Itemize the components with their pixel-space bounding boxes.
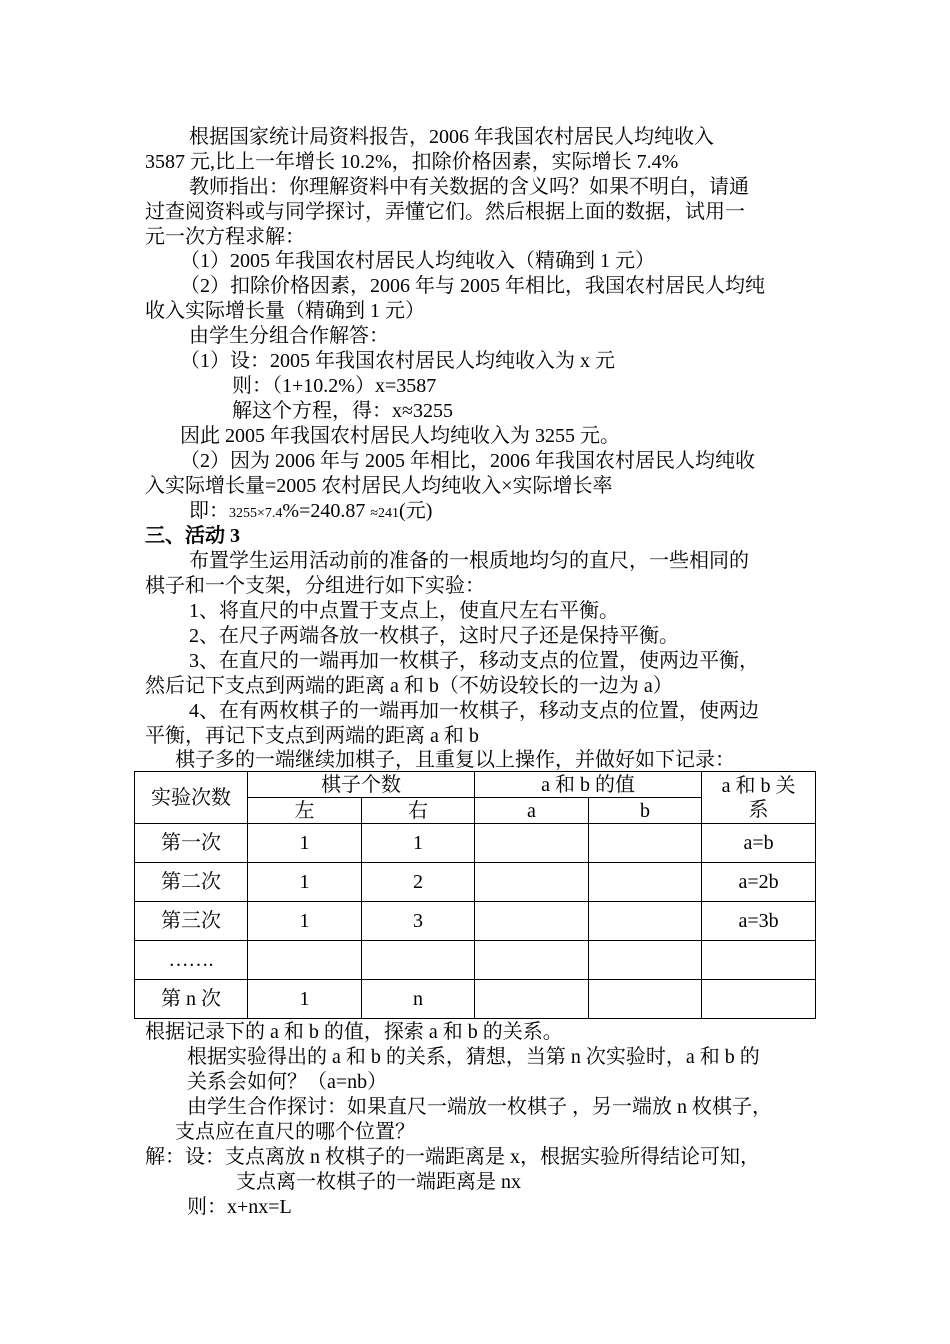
text-line: （2）扣除价格因素，2006 年与 2005 年相比，我国农村居民人均纯 (180, 275, 765, 297)
cell-relation: a=3b (702, 902, 816, 941)
text-line: 支点应在直尺的哪个位置？ (175, 1121, 415, 1143)
text-line: 4、在有两枚棋子的一端再加一枚棋子，移动支点的位置，使两边 (189, 700, 759, 722)
cell-right: 2 (362, 863, 475, 902)
cell-right (362, 941, 475, 980)
text-line: 布置学生运用活动前的准备的一根质地均匀的直尺，一些相同的 (189, 550, 749, 572)
cell-b (589, 941, 702, 980)
cell-relation: a=2b (702, 863, 816, 902)
text-line: 关系会如何？（a=nb） (187, 1071, 388, 1093)
text-line: 然后记下支点到两端的距离 a 和 b（不妨设较长的一边为 a） (145, 675, 673, 697)
formula-result: %=240.87 (282, 500, 366, 522)
cell-right: 3 (362, 902, 475, 941)
cell-trial: 第一次 (135, 824, 248, 863)
table-row (135, 980, 816, 1019)
text-line: （1）2005 年我国农村居民人均纯收入（精确到 1 元） (180, 250, 655, 272)
text-line: 由学生分组合作解答： (189, 325, 389, 347)
text-line: （1）设：2005 年我国农村居民人均纯收入为 x 元 (180, 350, 615, 372)
header-trial: 实验次数 (135, 772, 248, 824)
text-line: 根据实验得出的 a 和 b 的关系，猜想，当第 n 次实验时，a 和 b 的 (187, 1046, 760, 1068)
header-pieces: 棋子个数 (248, 772, 475, 798)
formula-line (189, 499, 432, 526)
cell-b (589, 902, 702, 941)
text-line: 根据国家统计局资料报告，2006 年我国农村居民人均纯收入 (189, 126, 714, 148)
text-line: 教师指出：你理解资料中有关数据的含义吗？如果不明白，请通 (189, 176, 749, 198)
formula-expression: 3255×7.4 (229, 506, 283, 521)
text-line: 由学生合作探讨：如果直尺一端放一枚棋子 ，另一端放 n 枚棋子， (187, 1096, 772, 1118)
header-b: b (589, 798, 702, 824)
formula-unit: (元) (399, 500, 433, 522)
text-line: （2）因为 2006 年与 2005 年相比，2006 年我国农村居民人均纯收 (180, 450, 755, 472)
text-line: 根据记录下的 a 和 b 的值，探索 a 和 b 的关系。 (145, 1021, 563, 1043)
text-line: 2、在尺子两端各放一枚棋子，这时尺子还是保持平衡。 (189, 625, 679, 647)
section-heading: 三、活动 3 (145, 525, 240, 547)
cell-left: 1 (248, 863, 362, 902)
formula-approx: ≈241 (370, 506, 400, 521)
cell-relation: a=b (702, 824, 816, 863)
header-relation: a 和 b 关系 (702, 772, 816, 824)
text-line: 平衡，再记下支点到两端的距离 a 和 b (145, 725, 479, 747)
cell-right: n (362, 980, 475, 1019)
cell-relation (702, 941, 816, 980)
cell-trial: ……. (135, 941, 248, 980)
table-row (135, 902, 816, 941)
header-ab-values: a 和 b 的值 (475, 772, 702, 798)
cell-trial: 第 n 次 (135, 980, 248, 1019)
text-line: 解这个方程，得：x≈3255 (232, 400, 453, 422)
table-row (135, 941, 816, 980)
cell-left (248, 941, 362, 980)
cell-a (475, 863, 589, 902)
text-line: 入实际增长量=2005 农村居民人均纯收入×实际增长率 (145, 475, 613, 497)
text-line: 棋子和一个支架，分组进行如下实验： (145, 575, 485, 597)
text-line: 因此 2005 年我国农村居民人均纯收入为 3255 元。 (180, 425, 620, 447)
cell-right: 1 (362, 824, 475, 863)
text-line: 3587 元,比上一年增长 10.2%，扣除价格因素，实际增长 7.4% (145, 151, 679, 173)
text-line: 棋子多的一端继续加棋子，且重复以上操作，并做好如下记录： (175, 749, 735, 771)
cell-relation (702, 980, 816, 1019)
cell-b (589, 863, 702, 902)
table-row (135, 824, 816, 863)
text-line: 则：（1+10.2%）x=3587 (232, 375, 437, 397)
cell-a (475, 824, 589, 863)
cell-a (475, 941, 589, 980)
text-line: 则：x+nx=L (187, 1196, 292, 1218)
cell-b (589, 824, 702, 863)
experiment-record-table (134, 771, 816, 1019)
cell-a (475, 980, 589, 1019)
cell-trial: 第三次 (135, 902, 248, 941)
cell-a (475, 902, 589, 941)
text-line: 元一次方程求解： (145, 226, 305, 248)
text-line: 3、在直尺的一端再加一枚棋子，移动支点的位置，使两边平衡， (189, 650, 759, 672)
header-left: 左 (248, 798, 362, 824)
cell-left: 1 (248, 902, 362, 941)
header-right: 右 (362, 798, 475, 824)
table-row (135, 863, 816, 902)
text-line: 解：设：支点离放 n 枚棋子的一端距离是 x，根据实验所得结论可知， (145, 1146, 760, 1168)
formula-prefix: 即： (189, 500, 229, 522)
cell-left: 1 (248, 824, 362, 863)
cell-b (589, 980, 702, 1019)
cell-trial: 第二次 (135, 863, 248, 902)
text-line: 过查阅资料或与同学探讨，弄懂它们。然后根据上面的数据，试用一 (145, 201, 745, 223)
text-line: 1、将直尺的中点置于支点上，使直尺左右平衡。 (189, 600, 619, 622)
text-line: 收入实际增长量（精确到 1 元） (145, 300, 425, 322)
cell-left: 1 (248, 980, 362, 1019)
text-line: 支点离一枚棋子的一端距离是 nx (236, 1171, 521, 1193)
header-a: a (475, 798, 589, 824)
